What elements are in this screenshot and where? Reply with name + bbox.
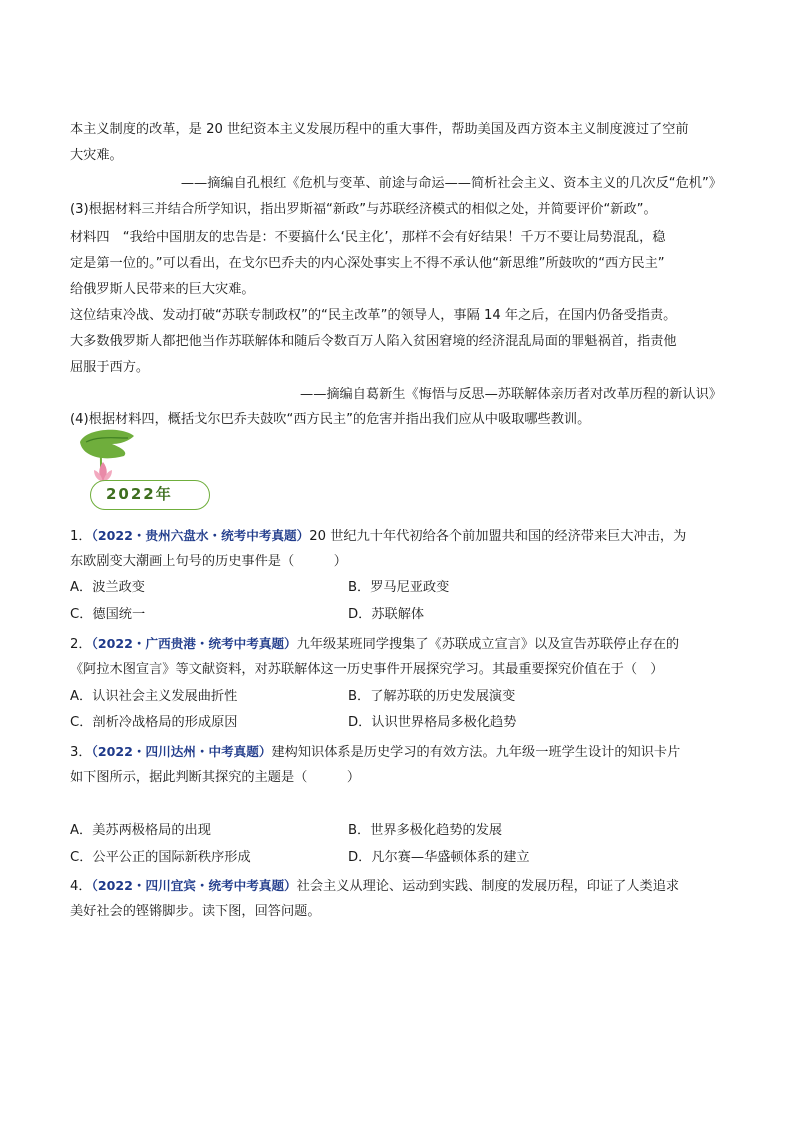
material4-line: 这位结束冷战、发动打破“苏联专制政权”的“民主改革”的领导人，事隔 14 年之后，在国内仍备受指责。 bbox=[70, 308, 677, 323]
question-1 bbox=[70, 526, 686, 547]
question-number: 2． bbox=[70, 637, 92, 652]
option-c[interactable]: C．德国统一 bbox=[70, 607, 146, 622]
question-text: 建构知识体系是历史学习的有效方法。九年级一班学生设计的知识卡片 bbox=[271, 745, 681, 760]
material4-line: 定是第一位的。”可以看出，在戈尔巴乔夫的内心深处事实上不得不承认他“新思维”所鼓吹的“西方民主” bbox=[70, 256, 665, 271]
question-source: （2022・广西贵港・统考中考真题） bbox=[91, 636, 297, 651]
question-number: 1． bbox=[70, 529, 92, 544]
option-d[interactable]: D．苏联解体 bbox=[348, 607, 425, 622]
question-source: （2022・四川达州・中考真题） bbox=[91, 744, 272, 759]
question-text: 东欧剧变大潮画上句号的历史事件是（ ） bbox=[70, 554, 347, 569]
question-source: （2022・四川宜宾・统考中考真题） bbox=[91, 878, 297, 893]
option-c[interactable]: C．剖析冷战格局的形成原因 bbox=[70, 715, 238, 730]
option-b[interactable]: B．了解苏联的历史发展演变 bbox=[348, 689, 516, 704]
question-text: 美好社会的铿锵脚步。读下图，回答问题。 bbox=[70, 904, 321, 919]
question-number: 4． bbox=[70, 879, 92, 894]
material4-line: 屈服于西方。 bbox=[70, 360, 150, 375]
question-2 bbox=[70, 634, 679, 655]
question-3-subpart: (3)根据材料三并结合所学知识，指出罗斯福“新政”与苏联经济模式的相似之处，并简要评价“新政”。 bbox=[70, 202, 657, 217]
material3-citation: ——摘编自孔根红《危机与变革、前途与命运——简析社会主义、资本主义的几次反“危机”》 bbox=[180, 176, 722, 191]
option-d[interactable]: D．凡尔赛—华盛顿体系的建立 bbox=[348, 850, 530, 865]
option-b[interactable]: B．罗马尼亚政变 bbox=[348, 580, 450, 595]
material4-line: 大多数俄罗斯人都把他当作苏联解体和随后令数百万人陷入贫困窘境的经济混乱局面的罪魁祸首，指责他 bbox=[70, 334, 677, 349]
option-c[interactable]: C．公平公正的国际新秩序形成 bbox=[70, 850, 251, 865]
question-source: （2022・贵州六盘水・统考中考真题） bbox=[91, 528, 310, 543]
material3-line: 大灾难。 bbox=[70, 148, 123, 163]
option-a[interactable]: A．认识社会主义发展曲折性 bbox=[70, 689, 238, 704]
question-text: 如下图所示，据此判断其探究的主题是（ ） bbox=[70, 770, 361, 785]
question-text: 社会主义从理论、运动到实践、制度的发展历程，印证了人类追求 bbox=[296, 879, 680, 894]
year-label: 2022年 bbox=[106, 485, 173, 503]
question-3 bbox=[70, 742, 680, 763]
question-number: 3． bbox=[70, 745, 92, 760]
option-a[interactable]: A．美苏两极格局的出现 bbox=[70, 823, 211, 838]
option-d[interactable]: D．认识世界格局多极化趋势 bbox=[348, 715, 517, 730]
material3-line: 本主义制度的改革，是 20 世纪资本主义发展历程中的重大事件，帮助美国及西方资本主义制度渡过了空前 bbox=[70, 122, 689, 137]
option-b[interactable]: B．世界多极化趋势的发展 bbox=[348, 823, 503, 838]
question-text: 20 世纪九十年代初给各个前加盟共和国的经济带来巨大冲击，为 bbox=[309, 529, 687, 544]
question-text: 九年级某班同学搜集了《苏联成立宣言》以及宣告苏联停止存在的 bbox=[296, 637, 680, 652]
question-text: 《阿拉木图宣言》等文献资料，对苏联解体这一历史事件开展探究学习。其最重要探究价值在于（ ） bbox=[70, 662, 664, 677]
option-a[interactable]: A．波兰政变 bbox=[70, 580, 145, 595]
material4-line: 材料四 “我给中国朋友的忠告是：不要搞什么‘民主化’，那样不会有好结果！千万不要让局势混乱，稳 bbox=[70, 230, 666, 245]
question-4-subpart: (4)根据材料四，概括戈尔巴乔夫鼓吹“西方民主”的危害并指出我们应从中吸取哪些教训。 bbox=[70, 412, 591, 427]
material4-citation: ——摘编自葛新生《悔悟与反思—苏联解体亲历者对改革历程的新认识》 bbox=[300, 387, 722, 402]
question-4 bbox=[70, 876, 679, 897]
material4-line: 给俄罗斯人民带来的巨大灾难。 bbox=[70, 282, 255, 297]
